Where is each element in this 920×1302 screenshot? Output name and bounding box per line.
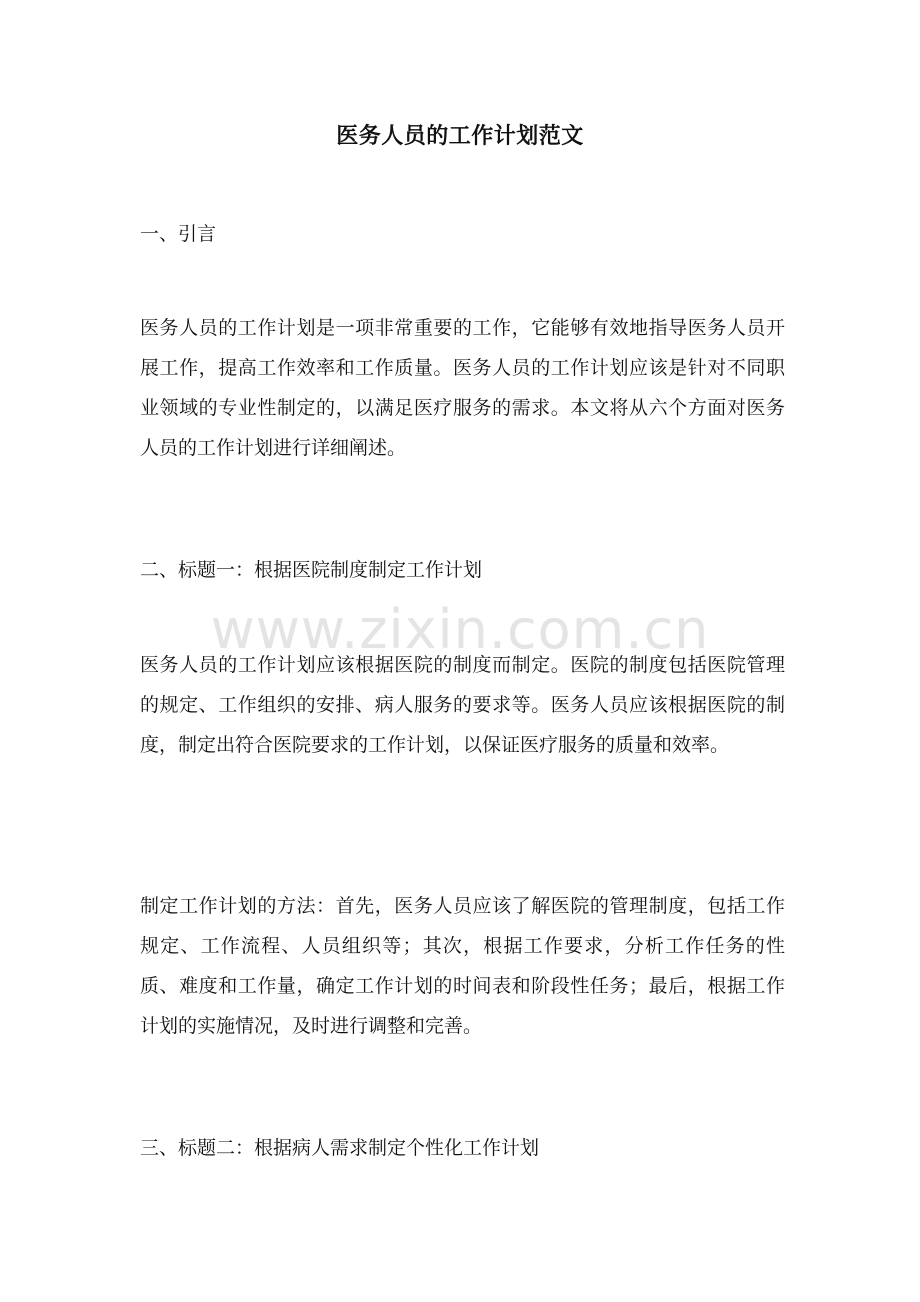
section-heading-introduction: 一、引言 [140,223,217,245]
paragraph-planning-method: 制定工作计划的方法：首先，医务人员应该了解医院的管理制度，包括工作规定、工作流程、人员组织等；其次，根据工作要求，分析工作任务的性质、难度和工作量，确定工作计划的时间表和阶段性任务；最后，根据工作计划的实施情况，及时进行调整和完善。 [140,895,785,1037]
section-heading-patient-needs: 三、标题二：根据病人需求制定个性化工作计划 [140,1137,540,1159]
section-heading-hospital-system: 二、标题一：根据医院制度制定工作计划 [140,559,483,581]
watermark-text: www.zixin.com.cn [210,598,710,661]
document-title: 医务人员的工作计划范文 [336,123,584,149]
paragraph-introduction: 医务人员的工作计划是一项非常重要的工作，它能够有效地指导医务人员开展工作，提高工作效率和工作质量。医务人员的工作计划应该是针对不同职业领域的专业性制定的，以满足医疗服务的需求。本文将从六个方面对医务人员的工作计划进行详细阐述。 [140,317,785,459]
paragraph-hospital-system: 医务人员的工作计划应该根据医院的制度而制定。医院的制度包括医院管理的规定、工作组织的安排、病人服务的要求等。医务人员应该根据医院的制度，制定出符合医院要求的工作计划，以保证医疗服务的质量和效率。 [140,654,785,756]
